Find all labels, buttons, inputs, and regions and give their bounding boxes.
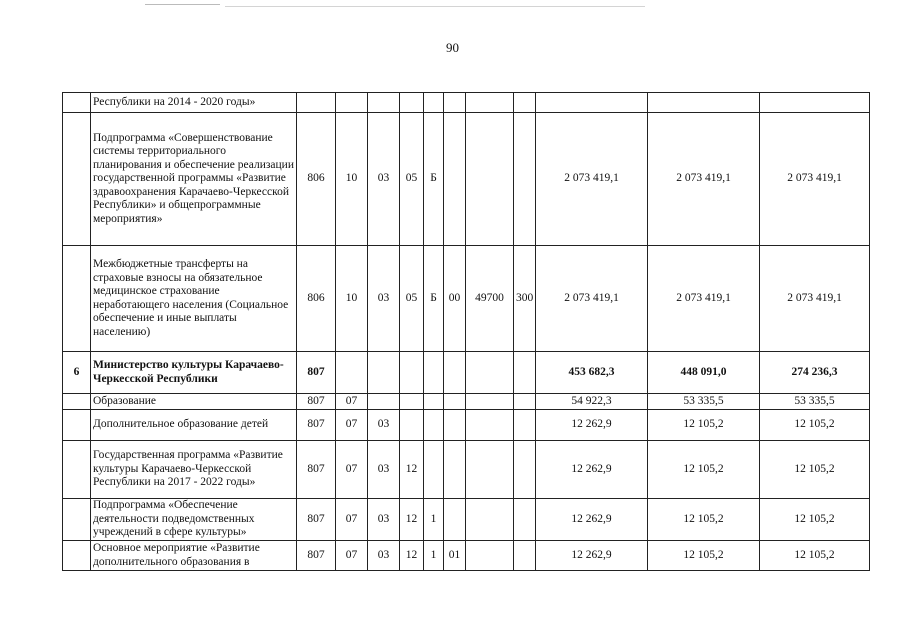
table-row [63, 246, 870, 352]
code-expense-type: 300 [514, 246, 536, 352]
code-program [400, 93, 424, 113]
code-ministry: 807 [297, 541, 336, 571]
amount-year-3: 274 236,3 [760, 352, 870, 394]
code-program: 12 [400, 541, 424, 571]
code-subsection [368, 352, 400, 394]
amount-year-3: 2 073 419,1 [760, 113, 870, 246]
code-program: 05 [400, 246, 424, 352]
code-ministry: 806 [297, 113, 336, 246]
amount-year-2: 12 105,2 [648, 410, 760, 441]
code-direction: 49700 [466, 246, 514, 352]
amount-year-1: 12 262,9 [536, 541, 648, 571]
code-direction [466, 394, 514, 410]
code-activity: 00 [444, 246, 466, 352]
amount-year-1: 453 682,3 [536, 352, 648, 394]
code-expense-type [514, 541, 536, 571]
amount-year-1: 2 073 419,1 [536, 246, 648, 352]
amount-year-1: 12 262,9 [536, 499, 648, 541]
table-row [63, 352, 870, 394]
row-name: Подпрограмма «Совершенствование системы территориального планирования и обеспечение реализации государственной программы «Развитие здравоохранения Карачаево-Черкесской Республики» и общепрограммные мероприятия» [91, 113, 297, 246]
code-direction [466, 410, 514, 441]
amount-year-1: 2 073 419,1 [536, 113, 648, 246]
code-direction [466, 541, 514, 571]
row-name: Дополнительное образование детей [91, 410, 297, 441]
code-section [336, 93, 368, 113]
scan-artifact-line [225, 6, 645, 7]
amount-year-2: 12 105,2 [648, 541, 760, 571]
code-expense-type [514, 394, 536, 410]
code-expense-type [514, 352, 536, 394]
code-program: 12 [400, 499, 424, 541]
table-row [63, 113, 870, 246]
code-activity: 01 [444, 541, 466, 571]
code-program: 12 [400, 441, 424, 499]
row-number [63, 394, 91, 410]
amount-year-2: 2 073 419,1 [648, 246, 760, 352]
amount-year-1: 12 262,9 [536, 441, 648, 499]
code-activity [444, 93, 466, 113]
code-subsection [368, 394, 400, 410]
row-number [63, 113, 91, 246]
amount-year-1 [536, 93, 648, 113]
scan-artifact-line [145, 4, 220, 5]
code-section: 07 [336, 394, 368, 410]
code-subprogram: Б [424, 246, 444, 352]
table-row [63, 541, 870, 571]
row-name: Основное мероприятие «Развитие дополнительного образования в [91, 541, 297, 571]
code-subprogram: Б [424, 113, 444, 246]
code-subprogram: 1 [424, 499, 444, 541]
code-expense-type [514, 410, 536, 441]
code-section [336, 352, 368, 394]
code-activity [444, 441, 466, 499]
row-number [63, 410, 91, 441]
table-row [63, 394, 870, 410]
row-number [63, 441, 91, 499]
row-name: Государственная программа «Развитие культуры Карачаево-Черкесской Республики на 2017 - 2022 годы» [91, 441, 297, 499]
row-number [63, 499, 91, 541]
budget-table [62, 92, 870, 571]
code-ministry: 807 [297, 499, 336, 541]
row-name: Республики на 2014 - 2020 годы» [91, 93, 297, 113]
code-expense-type [514, 499, 536, 541]
amount-year-1: 54 922,3 [536, 394, 648, 410]
amount-year-3: 12 105,2 [760, 441, 870, 499]
code-program [400, 352, 424, 394]
amount-year-3: 12 105,2 [760, 410, 870, 441]
code-subsection: 03 [368, 441, 400, 499]
code-direction [466, 441, 514, 499]
code-activity [444, 410, 466, 441]
code-subprogram [424, 441, 444, 499]
code-ministry: 807 [297, 441, 336, 499]
code-direction [466, 93, 514, 113]
amount-year-2: 12 105,2 [648, 441, 760, 499]
row-number [63, 541, 91, 571]
amount-year-3: 12 105,2 [760, 499, 870, 541]
code-subprogram [424, 93, 444, 113]
row-name: Министерство культуры Карачаево-Черкесской Республики [91, 352, 297, 394]
amount-year-2: 448 091,0 [648, 352, 760, 394]
code-subsection: 03 [368, 113, 400, 246]
row-name: Образование [91, 394, 297, 410]
amount-year-2: 2 073 419,1 [648, 113, 760, 246]
amount-year-3: 53 335,5 [760, 394, 870, 410]
table-row [63, 410, 870, 441]
code-program [400, 410, 424, 441]
code-section: 07 [336, 410, 368, 441]
table-body [63, 93, 870, 571]
amount-year-1: 12 262,9 [536, 410, 648, 441]
amount-year-2: 12 105,2 [648, 499, 760, 541]
table-row [63, 441, 870, 499]
code-activity [444, 394, 466, 410]
code-section: 10 [336, 246, 368, 352]
code-subprogram [424, 410, 444, 441]
code-activity [444, 499, 466, 541]
code-subsection: 03 [368, 410, 400, 441]
code-expense-type [514, 441, 536, 499]
code-direction [466, 113, 514, 246]
code-subsection [368, 93, 400, 113]
amount-year-3 [760, 93, 870, 113]
code-subprogram [424, 352, 444, 394]
code-ministry: 807 [297, 410, 336, 441]
table-row [63, 499, 870, 541]
code-activity [444, 113, 466, 246]
code-direction [466, 499, 514, 541]
amount-year-2 [648, 93, 760, 113]
code-section: 07 [336, 499, 368, 541]
row-number [63, 93, 91, 113]
code-expense-type [514, 93, 536, 113]
code-subprogram: 1 [424, 541, 444, 571]
code-subsection: 03 [368, 541, 400, 571]
code-activity [444, 352, 466, 394]
row-name: Межбюджетные трансферты на страховые взносы на обязательное медицинское страхование неработающего населения (Социальное обеспечение и иные выплаты населению) [91, 246, 297, 352]
code-ministry: 807 [297, 394, 336, 410]
code-section: 07 [336, 441, 368, 499]
row-name: Подпрограмма «Обеспечение деятельности подведомственных учреждений в сфере культуры» [91, 499, 297, 541]
code-program: 05 [400, 113, 424, 246]
row-number [63, 246, 91, 352]
code-subsection: 03 [368, 499, 400, 541]
row-number: 6 [63, 352, 91, 394]
code-ministry: 807 [297, 352, 336, 394]
page-number: 90 [446, 40, 459, 55]
code-ministry: 806 [297, 246, 336, 352]
code-program [400, 394, 424, 410]
code-section: 07 [336, 541, 368, 571]
code-expense-type [514, 113, 536, 246]
code-section: 10 [336, 113, 368, 246]
amount-year-3: 12 105,2 [760, 541, 870, 571]
code-subprogram [424, 394, 444, 410]
amount-year-2: 53 335,5 [648, 394, 760, 410]
code-ministry [297, 93, 336, 113]
table-row [63, 93, 870, 113]
amount-year-3: 2 073 419,1 [760, 246, 870, 352]
code-subsection: 03 [368, 246, 400, 352]
code-direction [466, 352, 514, 394]
